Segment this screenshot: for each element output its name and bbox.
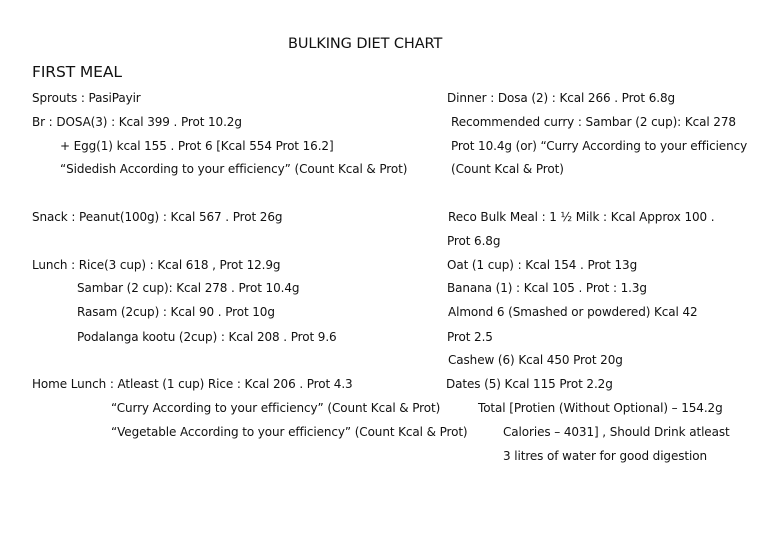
home-lunch-line-1: Home Lunch : Atleast (1 cup) Rice : Kcal 206 . Prot 4.3 [32, 377, 353, 391]
banana-line: Banana (1) : Kcal 105 . Prot : 1.3g [447, 281, 647, 295]
oat-line: Oat (1 cup) : Kcal 154 . Prot 13g [447, 258, 638, 272]
home-lunch-line-2: “Curry According to your efficiency” (Count Kcal & Prot) [111, 401, 441, 415]
lunch-line-2: Sambar (2 cup): Kcal 278 . Prot 10.4g [77, 281, 300, 295]
section-heading: FIRST MEAL [32, 63, 122, 81]
cashew-line: Cashew (6) Kcal 450 Prot 20g [448, 353, 623, 367]
recommended-curry-line-3: (Count Kcal & Prot) [451, 162, 564, 176]
recommended-curry-line-2: Prot 10.4g (or) “Curry According to your efficiency [451, 139, 748, 153]
total-line-1: Total [Protien (Without Optional) – 154.2g [478, 401, 723, 415]
lunch-line-1: Lunch : Rice(3 cup) : Kcal 618 , Prot 12.9g [32, 258, 281, 272]
total-line-2: Calories – 4031] , Should Drink atleast [503, 425, 730, 439]
lunch-line-4: Podalanga kootu (2cup) : Kcal 208 . Prot 9.6 [77, 330, 337, 344]
reco-bulk-meal-line-1: Reco Bulk Meal : 1 ½ Milk : Kcal Approx 100 . [448, 210, 715, 224]
page-title: BULKING DIET CHART [288, 36, 443, 52]
dates-line: Dates (5) Kcal 115 Prot 2.2g [446, 377, 613, 391]
breakfast-line-3: “Sidedish According to your efficiency” (Count Kcal & Prot) [60, 162, 408, 176]
lunch-line-3: Rasam (2cup) : Kcal 90 . Prot 10g [77, 305, 275, 319]
home-lunch-line-3: “Vegetable According to your efficiency” (Count Kcal & Prot) [111, 425, 468, 439]
almond-line-2: Prot 2.5 [447, 330, 493, 344]
dinner-line: Dinner : Dosa (2) : Kcal 266 . Prot 6.8g [447, 91, 676, 105]
recommended-curry-line-1: Recommended curry : Sambar (2 cup): Kcal 278 [451, 115, 736, 129]
reco-bulk-meal-line-2: Prot 6.8g [447, 234, 501, 248]
breakfast-line-2: + Egg(1) kcal 155 . Prot 6 [Kcal 554 Prot 16.2] [60, 139, 334, 153]
sprouts-line: Sprouts : PasiPayir [32, 91, 141, 105]
snack-line: Snack : Peanut(100g) : Kcal 567 . Prot 26g [32, 210, 283, 224]
breakfast-line-1: Br : DOSA(3) : Kcal 399 . Prot 10.2g [32, 115, 242, 129]
almond-line-1: Almond 6 (Smashed or powdered) Kcal 42 [448, 305, 698, 319]
total-line-3: 3 litres of water for good digestion [503, 449, 707, 463]
